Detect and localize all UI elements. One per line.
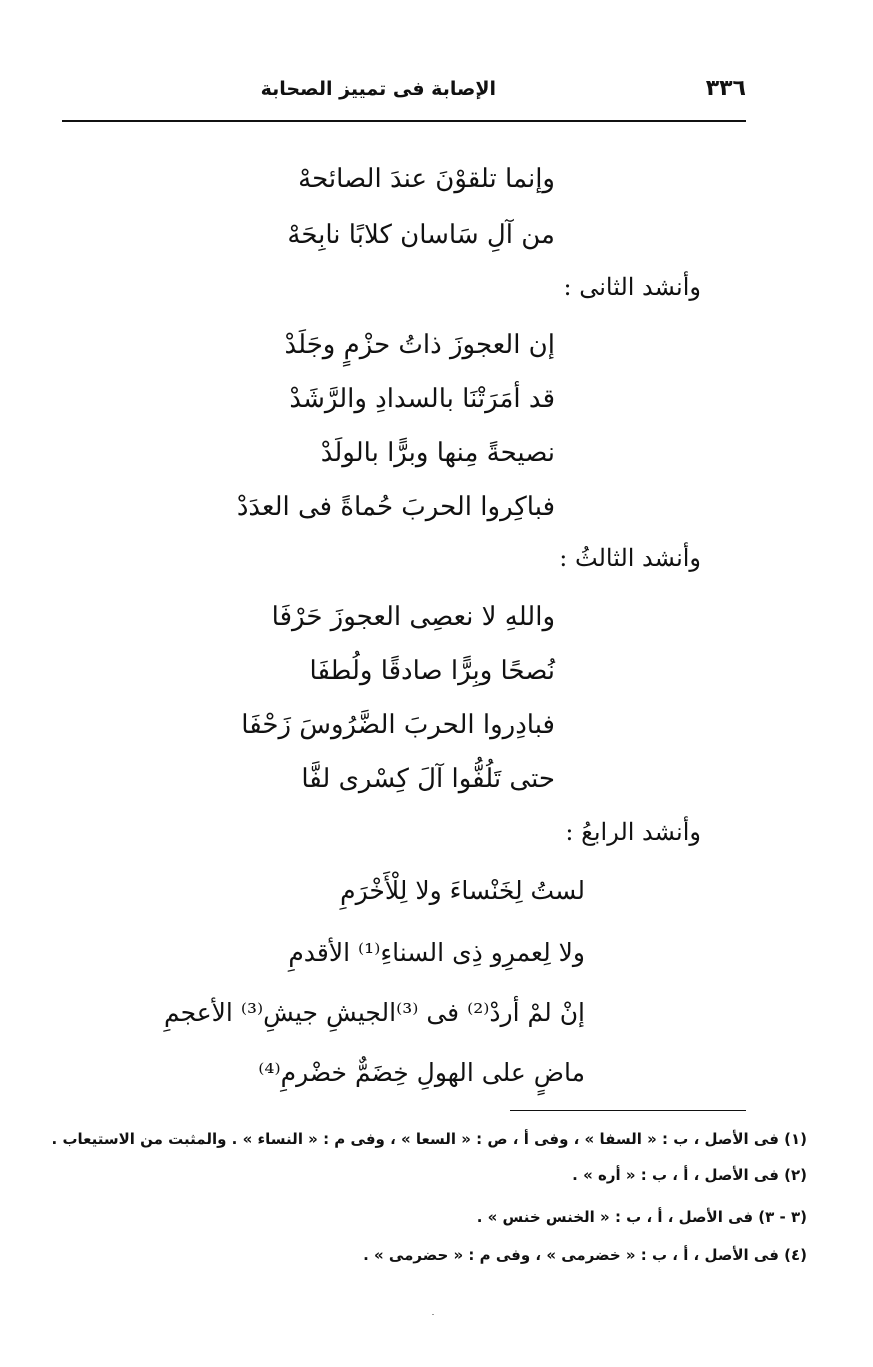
verse-intro: وأنشد الثانى : — [563, 273, 701, 301]
verse-intro: وأنشد الرابعُ : — [565, 818, 701, 846]
footnote: (٤) فى الأصل ، أ ، ب : « خضرمى » ، وفى م : « حضرمى » . — [363, 1246, 807, 1264]
verse-line: نُصحًا وبِرًّا صادقًا ولُطفَا — [309, 656, 555, 686]
verse-line: فبادِروا الحربَ الضَّرُوسَ زَحْفَا — [241, 710, 555, 740]
verse-line: فباكِروا الحربَ حُماةً فى العدَدْ — [236, 492, 555, 522]
print-speck — [432, 1314, 434, 1315]
verse-line: من آلِ سَاسان كلابًا نابِحَهْ — [287, 220, 555, 250]
verse-line: حتى تَلُفُّوا آلَ كِسْرى لفَّا — [301, 764, 555, 794]
footnote: (٣ - ٣) فى الأصل ، أ ، ب : « الخنس خنس » . — [476, 1208, 807, 1226]
verse-line: لستُ لِخَنْساءَ ولا لِلْأَخْرَمِ — [340, 876, 585, 905]
page-header — [62, 76, 746, 116]
verse-line: وإنما تلقوْنَ عندَ الصائحهْ — [298, 164, 555, 194]
footnote-rule — [510, 1110, 746, 1111]
verse-line: ولا لِعمرِو ذِى السناءِ⁽¹⁾ الأقدمِ — [288, 938, 585, 967]
verse-intro: وأنشد الثالثُ : — [559, 544, 701, 572]
verse-line: قد أمَرَتْنَا بالسدادِ والرَّشَدْ — [289, 384, 555, 414]
verse-line: ماضٍ على الهولِ خِضَمٌّ خضْرمِ⁽⁴⁾ — [258, 1058, 585, 1087]
header-rule — [62, 120, 746, 122]
verse-line: إنْ لمْ أردْ⁽²⁾ فى ⁽³⁾الجيشِ جيشِ⁽³⁾ الأعجمِ — [163, 998, 585, 1027]
footnote: (٢) فى الأصل ، أ ، ب : « أره » . — [572, 1166, 807, 1184]
verse-line: إن العجوزَ ذاتُ حزْمٍ وجَلَدْ — [284, 330, 555, 360]
verse-line: نصيحةً مِنها وبرًّا بالولَدْ — [320, 438, 555, 468]
page-number: ٣٣٦ — [705, 76, 746, 101]
verse-line: واللهِ لا نعصِى العجوزَ حَرْفَا — [271, 602, 555, 632]
footnote: (١) فى الأصل ، ب : « السفا » ، وفى أ ، ص : « السعا » ، وفى م : « النساء » . والمثبت من الاستيعاب . — [51, 1130, 807, 1148]
running-title: الإصابة فى تمييز الصحابة — [260, 78, 496, 100]
